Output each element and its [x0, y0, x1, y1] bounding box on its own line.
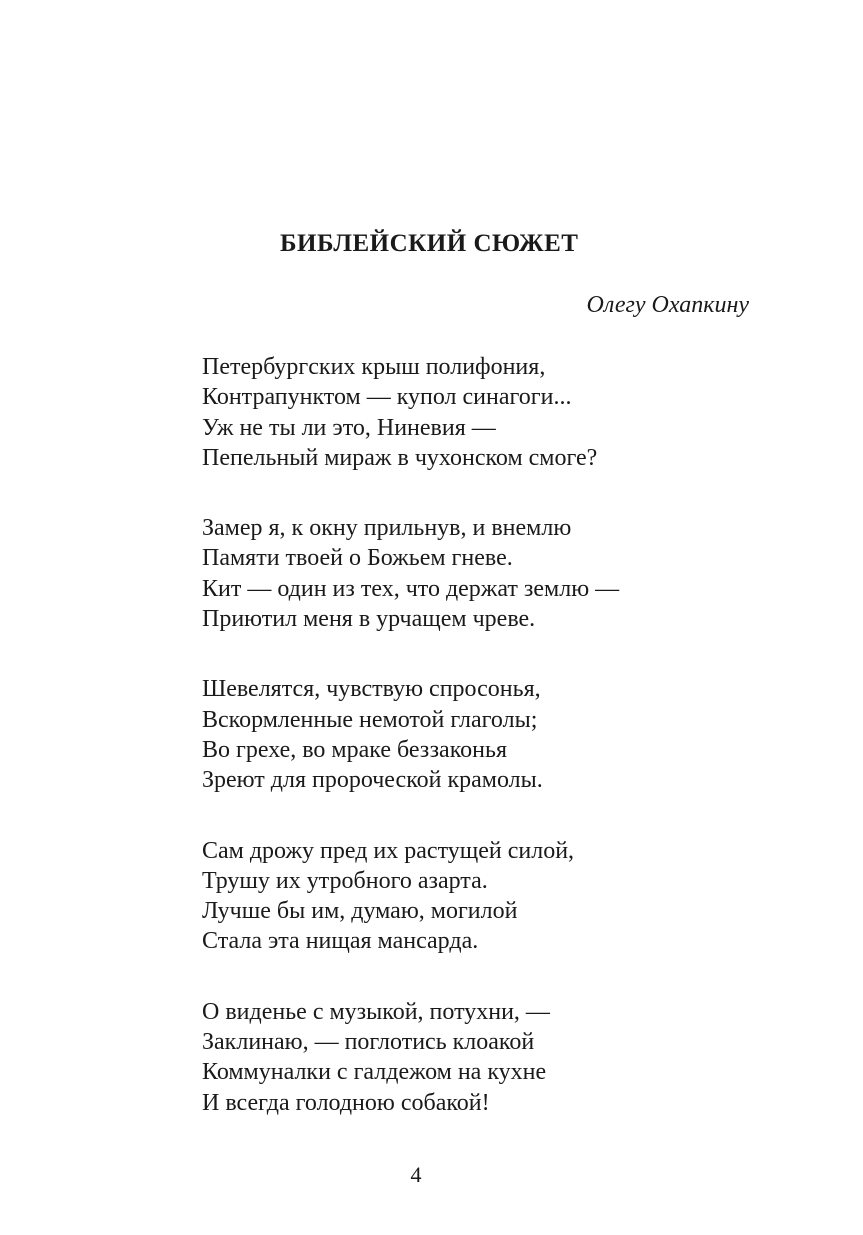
poem-line: Трушу их утробного азарта. — [202, 867, 488, 894]
poem-line: Заклинаю, — поглотись клоакой — [202, 1029, 535, 1056]
stanza-4 — [202, 836, 802, 957]
stanza-2 — [202, 513, 802, 634]
poem-line: И всегда голодною собакой! — [202, 1089, 490, 1116]
poem-line: Уж не ты ли это, Ниневия — — [202, 414, 496, 441]
poem-line: Во грехе, во мраке беззаконья — [202, 736, 507, 763]
dedication: Олегу Охапкину — [586, 292, 749, 318]
poem-line: Вскормленные немотой глаголы; — [202, 706, 538, 733]
poem-line: О виденье с музыкой, потухни, — — [202, 998, 550, 1025]
poem-line: Петербургских крыш полифония, — [202, 354, 546, 380]
stanza-5 — [202, 997, 802, 1118]
stanza-3 — [202, 674, 802, 795]
stanza-1 — [202, 352, 802, 473]
poem-line: Замер я, к окну прильнув, и внемлю — [202, 515, 572, 542]
poem-line: Приютил меня в урчащем чреве. — [202, 606, 536, 633]
poem-body — [202, 352, 802, 1158]
poem-line: Шевелятся, чувствую спросонья, — [202, 676, 541, 703]
page-number: 4 — [410, 1162, 422, 1187]
poem-line: Сам дрожу пред их растущей силой, — [202, 837, 575, 864]
poem-line: Пепельный мираж в чухонском смоге? — [202, 444, 598, 471]
poem-line: Контрапунктом — купол синагоги... — [202, 384, 572, 411]
poem-line: Лучше бы им, думаю, могилой — [202, 898, 518, 925]
poem-line: Стала эта нищая мансарда. — [202, 928, 479, 955]
poem-line: Коммуналки с галдежом на кухне — [202, 1059, 547, 1086]
poem-line: Зреют для пророческой крамолы. — [202, 767, 543, 794]
poem-title: БИБЛЕЙСКИЙ СЮЖЕТ — [280, 230, 579, 257]
poem-line: Памяти твоей о Божьем гневе. — [202, 545, 513, 572]
poem-line: Кит — один из тех, что держат землю — — [202, 575, 620, 602]
